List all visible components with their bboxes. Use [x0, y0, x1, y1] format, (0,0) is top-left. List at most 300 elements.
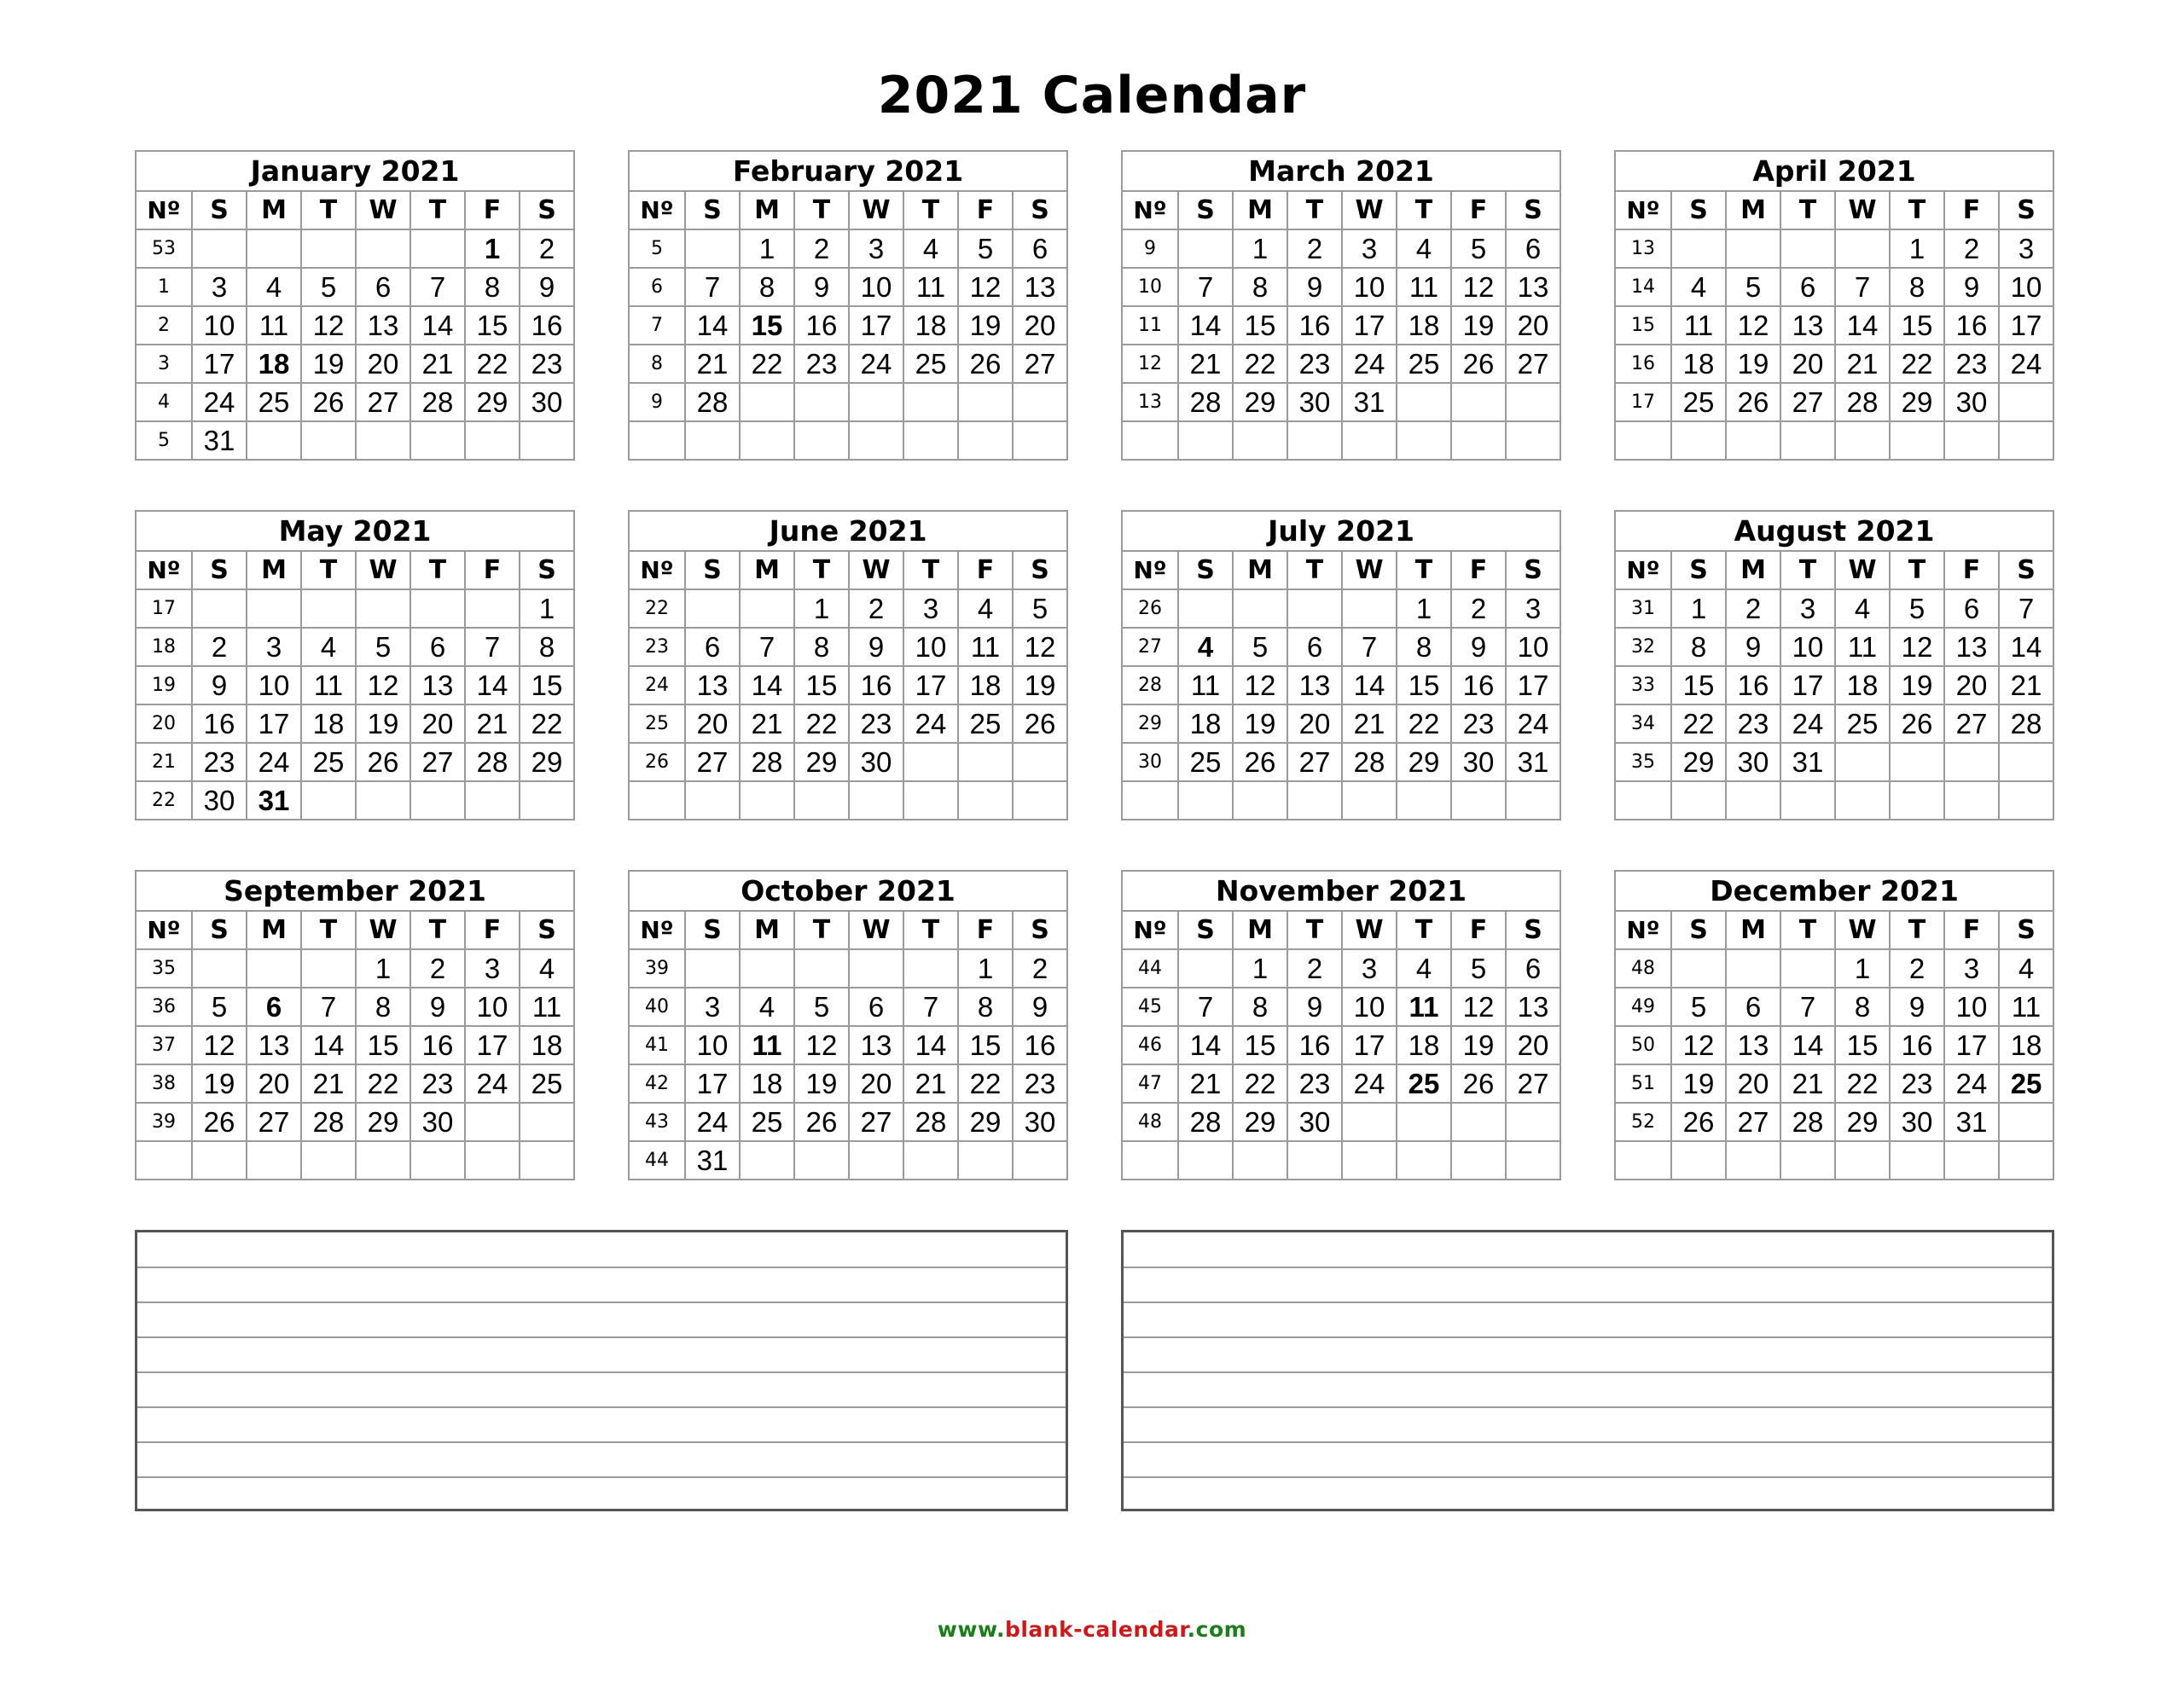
week-number: 3	[136, 345, 192, 383]
day-cell: 19	[1451, 306, 1506, 345]
month-calendar	[1614, 510, 2054, 820]
note-line	[1124, 1336, 2052, 1338]
day-cell: 19	[1671, 1064, 1726, 1103]
weekday-header: F	[465, 551, 520, 589]
note-line	[137, 1476, 1066, 1478]
weekday-header: S	[1999, 551, 2053, 589]
day-cell: 8	[794, 628, 849, 666]
day-cell	[1835, 781, 1890, 820]
day-cell	[1726, 421, 1780, 460]
day-cell	[1506, 383, 1560, 421]
day-cell: 22	[465, 345, 520, 383]
week-number-header: Nº	[136, 551, 192, 589]
month-calendar	[1121, 870, 1561, 1180]
week-number: 26	[629, 743, 685, 781]
day-cell: 30	[1726, 743, 1780, 781]
day-cell	[520, 421, 574, 460]
week-row	[1122, 781, 1560, 820]
day-cell: 23	[410, 1064, 465, 1103]
month-title: May 2021	[136, 511, 574, 551]
day-cell: 15	[356, 1026, 410, 1064]
week-number	[1615, 781, 1671, 820]
day-cell: 19	[301, 345, 356, 383]
day-cell: 2	[1013, 949, 1067, 988]
day-cell: 28	[1178, 383, 1233, 421]
day-cell: 6	[685, 628, 740, 666]
week-row	[1615, 229, 2053, 268]
day-cell: 13	[1506, 268, 1560, 306]
day-cell: 26	[1451, 1064, 1506, 1103]
day-cell: 28	[410, 383, 465, 421]
day-cell	[1178, 589, 1233, 628]
day-cell	[685, 229, 740, 268]
month-calendar	[1121, 150, 1561, 461]
week-number: 36	[136, 988, 192, 1026]
week-row	[136, 306, 574, 345]
day-cell: 30	[849, 743, 903, 781]
month-calendar	[135, 870, 575, 1180]
week-number: 5	[136, 421, 192, 460]
day-cell: 20	[1506, 306, 1560, 345]
day-cell: 4	[1397, 949, 1451, 988]
week-number: 42	[629, 1064, 685, 1103]
week-row	[629, 1026, 1067, 1064]
day-cell: 2	[1287, 949, 1342, 988]
day-cell	[740, 421, 794, 460]
day-cell: 12	[958, 268, 1013, 306]
week-number: 9	[629, 383, 685, 421]
day-cell: 1	[1233, 949, 1287, 988]
weekday-header: S	[1999, 191, 2053, 229]
day-cell: 27	[685, 743, 740, 781]
day-cell: 3	[1999, 229, 2053, 268]
day-cell: 16	[1944, 306, 1999, 345]
day-cell: 4	[301, 628, 356, 666]
day-cell	[958, 383, 1013, 421]
day-cell: 30	[1287, 383, 1342, 421]
day-cell: 15	[1233, 306, 1287, 345]
month-calendar	[1614, 150, 2054, 461]
week-number: 17	[136, 589, 192, 628]
day-cell: 18	[247, 345, 301, 383]
day-cell: 5	[1013, 589, 1067, 628]
day-cell: 10	[1342, 988, 1397, 1026]
notes-box-right	[1121, 1230, 2054, 1511]
day-cell: 26	[1726, 383, 1780, 421]
day-cell	[1671, 1141, 1726, 1180]
day-cell	[849, 383, 903, 421]
week-row	[629, 589, 1067, 628]
day-cell: 31	[1506, 743, 1560, 781]
day-cell: 6	[1506, 229, 1560, 268]
day-cell: 4	[520, 949, 574, 988]
week-row	[629, 743, 1067, 781]
week-row	[1615, 628, 2053, 666]
day-cell: 19	[1451, 1026, 1506, 1064]
day-cell: 25	[1397, 1064, 1451, 1103]
day-cell: 2	[192, 628, 247, 666]
day-cell: 27	[1287, 743, 1342, 781]
day-cell: 22	[356, 1064, 410, 1103]
day-cell: 13	[1726, 1026, 1780, 1064]
day-cell: 22	[1233, 345, 1287, 383]
day-cell: 17	[247, 704, 301, 743]
week-number: 17	[1615, 383, 1671, 421]
week-number-header: Nº	[1615, 551, 1671, 589]
week-number: 21	[136, 743, 192, 781]
note-line	[137, 1301, 1066, 1303]
day-cell	[903, 421, 958, 460]
note-line	[137, 1371, 1066, 1373]
week-row	[136, 345, 574, 383]
day-cell	[794, 421, 849, 460]
day-cell: 9	[1726, 628, 1780, 666]
day-cell: 12	[1890, 628, 1944, 666]
day-cell	[1835, 1141, 1890, 1180]
day-cell: 14	[1178, 1026, 1233, 1064]
day-cell	[1287, 589, 1342, 628]
week-row	[136, 1141, 574, 1180]
day-cell: 8	[520, 628, 574, 666]
day-cell	[1451, 383, 1506, 421]
weekday-header: T	[1890, 191, 1944, 229]
day-cell	[247, 1141, 301, 1180]
day-cell: 11	[520, 988, 574, 1026]
note-line	[1124, 1371, 2052, 1373]
week-number: 8	[629, 345, 685, 383]
weekday-header: F	[1451, 551, 1506, 589]
day-cell	[1671, 421, 1726, 460]
day-cell: 10	[849, 268, 903, 306]
week-row	[136, 781, 574, 820]
weekday-header: T	[903, 551, 958, 589]
day-cell: 15	[1835, 1026, 1890, 1064]
week-number: 23	[629, 628, 685, 666]
weekday-header: S	[1506, 911, 1560, 949]
day-cell	[465, 1141, 520, 1180]
day-cell: 10	[1342, 268, 1397, 306]
day-cell: 11	[958, 628, 1013, 666]
week-number: 20	[136, 704, 192, 743]
day-cell: 6	[849, 988, 903, 1026]
day-cell: 7	[301, 988, 356, 1026]
weekday-header: S	[192, 911, 247, 949]
day-cell: 28	[301, 1103, 356, 1141]
day-cell: 5	[192, 988, 247, 1026]
weekday-header: S	[1013, 911, 1067, 949]
weekday-header: S	[1178, 551, 1233, 589]
day-cell	[1397, 781, 1451, 820]
week-row	[629, 229, 1067, 268]
week-row	[1122, 306, 1560, 345]
day-cell: 30	[410, 1103, 465, 1141]
week-row	[1122, 1103, 1560, 1141]
week-row	[1615, 949, 2053, 988]
day-cell: 10	[247, 666, 301, 704]
week-number: 2	[136, 306, 192, 345]
weekday-header: S	[685, 911, 740, 949]
day-cell: 23	[1726, 704, 1780, 743]
day-cell: 6	[1506, 949, 1560, 988]
day-cell: 18	[740, 1064, 794, 1103]
day-cell	[685, 421, 740, 460]
weekday-header: M	[1233, 551, 1287, 589]
day-cell: 27	[1506, 345, 1560, 383]
day-cell: 4	[247, 268, 301, 306]
week-number: 33	[1615, 666, 1671, 704]
week-number	[629, 421, 685, 460]
weekday-header: T	[410, 551, 465, 589]
day-cell	[903, 1141, 958, 1180]
weekday-header: F	[1944, 911, 1999, 949]
day-cell	[1890, 1141, 1944, 1180]
weekday-header: S	[520, 191, 574, 229]
day-cell: 12	[301, 306, 356, 345]
week-row	[136, 988, 574, 1026]
day-cell: 26	[356, 743, 410, 781]
week-row	[1122, 666, 1560, 704]
day-cell	[740, 589, 794, 628]
week-row	[136, 229, 574, 268]
week-row	[136, 743, 574, 781]
day-cell: 10	[192, 306, 247, 345]
weekday-header: T	[301, 911, 356, 949]
day-cell	[1780, 1141, 1835, 1180]
day-cell	[301, 781, 356, 820]
week-row	[1122, 1141, 1560, 1180]
week-number: 22	[629, 589, 685, 628]
day-cell: 7	[410, 268, 465, 306]
day-cell	[903, 383, 958, 421]
day-cell: 20	[1780, 345, 1835, 383]
day-cell	[1835, 229, 1890, 268]
day-cell: 24	[1342, 1064, 1397, 1103]
weekday-header: T	[1890, 551, 1944, 589]
week-row	[1122, 229, 1560, 268]
day-cell	[1342, 781, 1397, 820]
day-cell	[1944, 743, 1999, 781]
week-number	[1122, 1141, 1178, 1180]
weekday-header: S	[1671, 551, 1726, 589]
weekday-header: T	[1780, 191, 1835, 229]
day-cell: 17	[1506, 666, 1560, 704]
week-row	[1615, 589, 2053, 628]
month-title: December 2021	[1615, 871, 2053, 911]
day-cell: 2	[849, 589, 903, 628]
day-cell	[958, 743, 1013, 781]
month-calendar	[1614, 870, 2054, 1180]
day-cell: 28	[1999, 704, 2053, 743]
footer-url[interactable]	[0, 1617, 2184, 1642]
day-cell: 7	[903, 988, 958, 1026]
day-cell: 18	[1671, 345, 1726, 383]
day-cell: 9	[1890, 988, 1944, 1026]
day-cell: 21	[1835, 345, 1890, 383]
weekday-header: T	[301, 551, 356, 589]
week-row	[1122, 421, 1560, 460]
footer-url-domain: blank-calendar	[1004, 1617, 1188, 1642]
day-cell: 29	[1233, 383, 1287, 421]
day-cell	[1178, 1141, 1233, 1180]
week-row	[629, 268, 1067, 306]
day-cell: 2	[410, 949, 465, 988]
day-cell	[849, 1141, 903, 1180]
day-cell: 13	[1506, 988, 1560, 1026]
day-cell: 4	[1178, 628, 1233, 666]
day-cell: 1	[794, 589, 849, 628]
weekday-header: M	[1233, 191, 1287, 229]
week-row	[136, 268, 574, 306]
weekday-header: T	[903, 911, 958, 949]
day-cell: 14	[1342, 666, 1397, 704]
weekday-header: M	[740, 911, 794, 949]
day-cell: 15	[1890, 306, 1944, 345]
day-cell: 10	[903, 628, 958, 666]
weekday-header: F	[958, 911, 1013, 949]
day-cell: 27	[1013, 345, 1067, 383]
week-row	[629, 306, 1067, 345]
day-cell: 3	[1342, 949, 1397, 988]
week-row	[1615, 1103, 2053, 1141]
day-cell: 2	[1890, 949, 1944, 988]
day-cell: 17	[1780, 666, 1835, 704]
day-cell	[1342, 421, 1397, 460]
day-cell	[1451, 781, 1506, 820]
day-cell: 25	[1397, 345, 1451, 383]
day-cell: 4	[1671, 268, 1726, 306]
week-row	[1615, 704, 2053, 743]
day-cell: 30	[1890, 1103, 1944, 1141]
day-cell: 8	[1233, 268, 1287, 306]
day-cell	[1233, 781, 1287, 820]
day-cell: 10	[465, 988, 520, 1026]
day-cell	[1451, 1103, 1506, 1141]
day-cell	[903, 949, 958, 988]
day-cell: 16	[1890, 1026, 1944, 1064]
day-cell	[1999, 781, 2053, 820]
day-cell: 10	[685, 1026, 740, 1064]
weekday-header: M	[247, 911, 301, 949]
day-cell: 21	[1178, 345, 1233, 383]
week-row	[629, 666, 1067, 704]
day-cell	[1287, 1141, 1342, 1180]
day-cell	[356, 1141, 410, 1180]
day-cell	[958, 1141, 1013, 1180]
week-number	[629, 781, 685, 820]
day-cell: 9	[1451, 628, 1506, 666]
day-cell: 1	[356, 949, 410, 988]
note-line	[1124, 1406, 2052, 1408]
day-cell	[740, 781, 794, 820]
weekday-header: M	[1726, 551, 1780, 589]
week-row	[136, 628, 574, 666]
day-cell: 28	[465, 743, 520, 781]
weekday-header: T	[410, 191, 465, 229]
day-cell: 30	[520, 383, 574, 421]
day-cell	[1287, 781, 1342, 820]
month-title: August 2021	[1615, 511, 2053, 551]
day-cell: 2	[1287, 229, 1342, 268]
week-row	[136, 949, 574, 988]
day-cell: 18	[1178, 704, 1233, 743]
day-cell: 16	[794, 306, 849, 345]
day-cell: 27	[410, 743, 465, 781]
day-cell	[1671, 229, 1726, 268]
day-cell: 26	[1013, 704, 1067, 743]
weekday-header: T	[1780, 911, 1835, 949]
day-cell: 3	[247, 628, 301, 666]
day-cell: 29	[1835, 1103, 1890, 1141]
day-cell: 12	[192, 1026, 247, 1064]
day-cell: 28	[903, 1103, 958, 1141]
day-cell: 18	[1999, 1026, 2053, 1064]
day-cell: 3	[465, 949, 520, 988]
weekday-header: S	[1013, 191, 1067, 229]
day-cell: 8	[740, 268, 794, 306]
day-cell: 6	[1013, 229, 1067, 268]
day-cell	[1178, 949, 1233, 988]
day-cell: 13	[1944, 628, 1999, 666]
day-cell: 15	[1397, 666, 1451, 704]
day-cell: 21	[1999, 666, 2053, 704]
day-cell: 9	[410, 988, 465, 1026]
day-cell: 25	[903, 345, 958, 383]
day-cell: 3	[1506, 589, 1560, 628]
week-number	[1122, 421, 1178, 460]
weekday-header: S	[1178, 911, 1233, 949]
weekday-header: F	[465, 911, 520, 949]
day-cell	[465, 421, 520, 460]
day-cell	[685, 781, 740, 820]
weekday-header: F	[1451, 911, 1506, 949]
day-cell	[1780, 781, 1835, 820]
day-cell	[1397, 1141, 1451, 1180]
day-cell: 30	[1013, 1103, 1067, 1141]
week-number: 46	[1122, 1026, 1178, 1064]
day-cell: 20	[1944, 666, 1999, 704]
day-cell: 28	[1780, 1103, 1835, 1141]
week-row	[1122, 988, 1560, 1026]
day-cell	[410, 1141, 465, 1180]
note-line	[1124, 1441, 2052, 1443]
weekday-header: T	[1397, 911, 1451, 949]
week-number: 34	[1615, 704, 1671, 743]
day-cell: 18	[1835, 666, 1890, 704]
day-cell	[1013, 743, 1067, 781]
day-cell	[1506, 421, 1560, 460]
day-cell: 24	[1342, 345, 1397, 383]
week-number: 16	[1615, 345, 1671, 383]
day-cell: 15	[794, 666, 849, 704]
week-row	[629, 628, 1067, 666]
day-cell	[1013, 1141, 1067, 1180]
day-cell: 7	[465, 628, 520, 666]
day-cell: 6	[247, 988, 301, 1026]
day-cell: 21	[301, 1064, 356, 1103]
weekday-header: S	[685, 191, 740, 229]
day-cell: 27	[1944, 704, 1999, 743]
day-cell: 20	[410, 704, 465, 743]
day-cell: 11	[740, 1026, 794, 1064]
day-cell: 2	[1451, 589, 1506, 628]
day-cell: 20	[247, 1064, 301, 1103]
day-cell: 25	[740, 1103, 794, 1141]
day-cell	[1726, 781, 1780, 820]
day-cell	[247, 949, 301, 988]
week-row	[1615, 666, 2053, 704]
day-cell: 12	[356, 666, 410, 704]
day-cell: 19	[1890, 666, 1944, 704]
